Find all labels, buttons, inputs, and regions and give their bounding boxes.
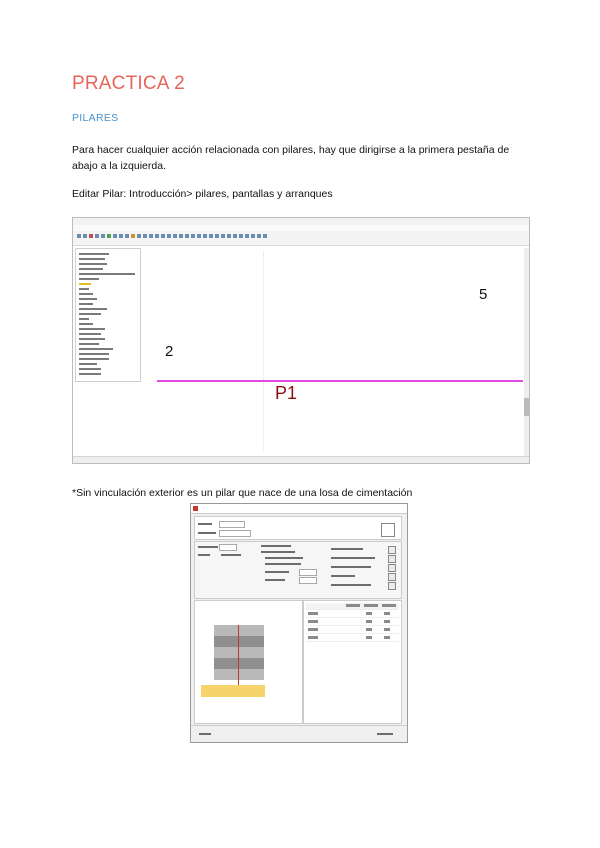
vertical-scrollbar[interactable] xyxy=(524,248,529,457)
tree-row-selected xyxy=(79,283,91,285)
table-cell xyxy=(384,620,390,623)
field-label xyxy=(198,523,212,525)
toolbar-icon xyxy=(203,234,207,238)
toolbar-icon xyxy=(137,234,141,238)
toolbar-icon xyxy=(257,234,261,238)
position-selector[interactable] xyxy=(381,523,395,537)
radio-label xyxy=(261,551,295,553)
option-label xyxy=(265,571,289,573)
table-cell xyxy=(366,612,372,615)
toolbar-icon xyxy=(113,234,117,238)
toolbar-icon xyxy=(251,234,255,238)
toolbar-icon xyxy=(77,234,81,238)
drawing-canvas[interactable] xyxy=(141,248,523,457)
table-row[interactable] xyxy=(306,627,399,634)
toolbar-icon xyxy=(119,234,123,238)
pillar-elevation-drawing xyxy=(194,600,303,724)
reference-field[interactable] xyxy=(219,521,245,528)
floor-slab xyxy=(214,647,264,658)
floor-slab xyxy=(214,625,264,636)
toolbar-icon xyxy=(245,234,249,238)
checkbox-label xyxy=(265,557,303,559)
column-header xyxy=(364,604,378,607)
toolbar-icon xyxy=(215,234,219,238)
pillar-options-panel xyxy=(194,541,402,599)
action-label xyxy=(331,584,371,586)
action-button[interactable] xyxy=(388,582,396,590)
grid-label-2: 2 xyxy=(165,343,174,360)
page-title: PRACTICA 2 xyxy=(72,73,185,94)
angle-field[interactable] xyxy=(219,544,237,551)
toolbar-icon xyxy=(221,234,225,238)
toolbar-icon xyxy=(209,234,213,238)
app-icon xyxy=(193,506,198,511)
floor-slab xyxy=(214,658,264,669)
toolbar-icon xyxy=(233,234,237,238)
toolbar-icon xyxy=(227,234,231,238)
option-label xyxy=(198,546,218,548)
dialog-button-bar xyxy=(191,725,407,742)
toolbar-icon xyxy=(83,234,87,238)
type-field[interactable] xyxy=(219,530,251,537)
field-label xyxy=(198,532,216,534)
tree-row xyxy=(79,273,135,275)
toolbar-icon xyxy=(89,234,93,238)
tree-row xyxy=(79,338,105,340)
action-label xyxy=(331,557,375,559)
table-cell xyxy=(366,628,372,631)
tree-row xyxy=(79,258,105,260)
tree-row xyxy=(79,368,101,370)
pillar-label-p1: P1 xyxy=(275,383,298,403)
tree-row xyxy=(79,373,101,375)
tree-row xyxy=(79,363,97,365)
length-field[interactable] xyxy=(299,577,317,584)
beam-axis-line xyxy=(157,380,523,382)
tree-row xyxy=(79,358,109,360)
radio-label xyxy=(261,545,291,547)
depth-field[interactable] xyxy=(299,569,317,576)
toolbar-icon xyxy=(155,234,159,238)
toolbar-icon xyxy=(131,234,135,238)
action-button[interactable] xyxy=(388,564,396,572)
table-row[interactable] xyxy=(306,635,399,642)
status-bar xyxy=(73,456,529,463)
option-label xyxy=(198,554,210,556)
screenshot-pillar-dialog xyxy=(190,503,408,743)
option-label xyxy=(265,579,285,581)
toolbar-icon xyxy=(101,234,105,238)
tree-row xyxy=(79,268,103,270)
column-header xyxy=(382,604,396,607)
table-cell xyxy=(366,620,372,623)
tree-row xyxy=(79,323,93,325)
table-cell xyxy=(384,636,390,639)
toolbar-icon xyxy=(125,234,129,238)
dialog-titlebar xyxy=(191,504,407,514)
toolbar-icon xyxy=(143,234,147,238)
grid-line xyxy=(263,252,265,452)
table-cell xyxy=(308,612,318,615)
toolbar-icon xyxy=(95,234,99,238)
action-button[interactable] xyxy=(388,546,396,554)
tree-row xyxy=(79,298,97,300)
toolbar-icon xyxy=(185,234,189,238)
tree-row xyxy=(79,263,107,265)
action-button[interactable] xyxy=(388,573,396,581)
pillar-reference-panel xyxy=(194,516,402,540)
tree-row xyxy=(79,293,93,295)
tree-row xyxy=(79,303,93,305)
table-cell xyxy=(384,628,390,631)
table-row[interactable] xyxy=(306,611,399,618)
checkbox-label xyxy=(265,563,301,565)
table-row[interactable] xyxy=(306,619,399,626)
tree-row xyxy=(79,343,99,345)
tree-row xyxy=(79,318,89,320)
toolbar-icon xyxy=(107,234,111,238)
table-cell xyxy=(366,636,372,639)
option-label xyxy=(221,554,241,556)
floors-table xyxy=(303,600,402,724)
foundation-block xyxy=(201,685,265,697)
tree-row xyxy=(79,308,107,310)
screenshot-cad-window xyxy=(72,217,530,464)
action-label xyxy=(331,575,355,577)
toolbar-icon xyxy=(191,234,195,238)
cancel-button[interactable] xyxy=(377,733,393,735)
table-cell xyxy=(308,636,318,639)
edit-path-text: Editar Pilar: Introducción> pilares, pantallas y arranques xyxy=(72,188,333,200)
tree-row xyxy=(79,253,109,255)
table-header xyxy=(306,603,399,610)
toolbar-icon xyxy=(167,234,171,238)
floor-slab xyxy=(214,669,264,680)
tree-row xyxy=(79,333,101,335)
toolbar-icon xyxy=(173,234,177,238)
action-label xyxy=(331,566,371,568)
column-header xyxy=(346,604,360,607)
window-toolbar xyxy=(73,231,529,246)
grid-label-5: 5 xyxy=(479,286,488,303)
footnote: *Sin vinculación exterior es un pilar que nace de una losa de cimentación xyxy=(72,487,413,499)
tree-row xyxy=(79,313,101,315)
toolbar-icon xyxy=(197,234,201,238)
accept-button[interactable] xyxy=(199,733,211,735)
tree-row xyxy=(79,328,105,330)
toolbar-icon xyxy=(149,234,153,238)
toolbar-icon xyxy=(263,234,267,238)
tree-row xyxy=(79,348,113,350)
toolbar-icon xyxy=(179,234,183,238)
table-cell xyxy=(384,612,390,615)
table-cell xyxy=(308,620,318,623)
tree-row xyxy=(79,278,99,280)
table-cell xyxy=(308,628,318,631)
section-subtitle: PILARES xyxy=(72,112,119,124)
intro-paragraph: Para hacer cualquier acción relacionada con pilares, hay que dirigirse a la primera pestaña de abajo a la izquierda. xyxy=(72,144,510,172)
action-button[interactable] xyxy=(388,555,396,563)
scrollbar-thumb[interactable] xyxy=(524,398,529,416)
action-label xyxy=(331,548,363,550)
project-tree-panel xyxy=(75,248,141,382)
tree-row xyxy=(79,353,109,355)
toolbar-icon xyxy=(161,234,165,238)
toolbar-icon xyxy=(239,234,243,238)
floor-slab xyxy=(214,636,264,647)
tree-row xyxy=(79,288,89,290)
